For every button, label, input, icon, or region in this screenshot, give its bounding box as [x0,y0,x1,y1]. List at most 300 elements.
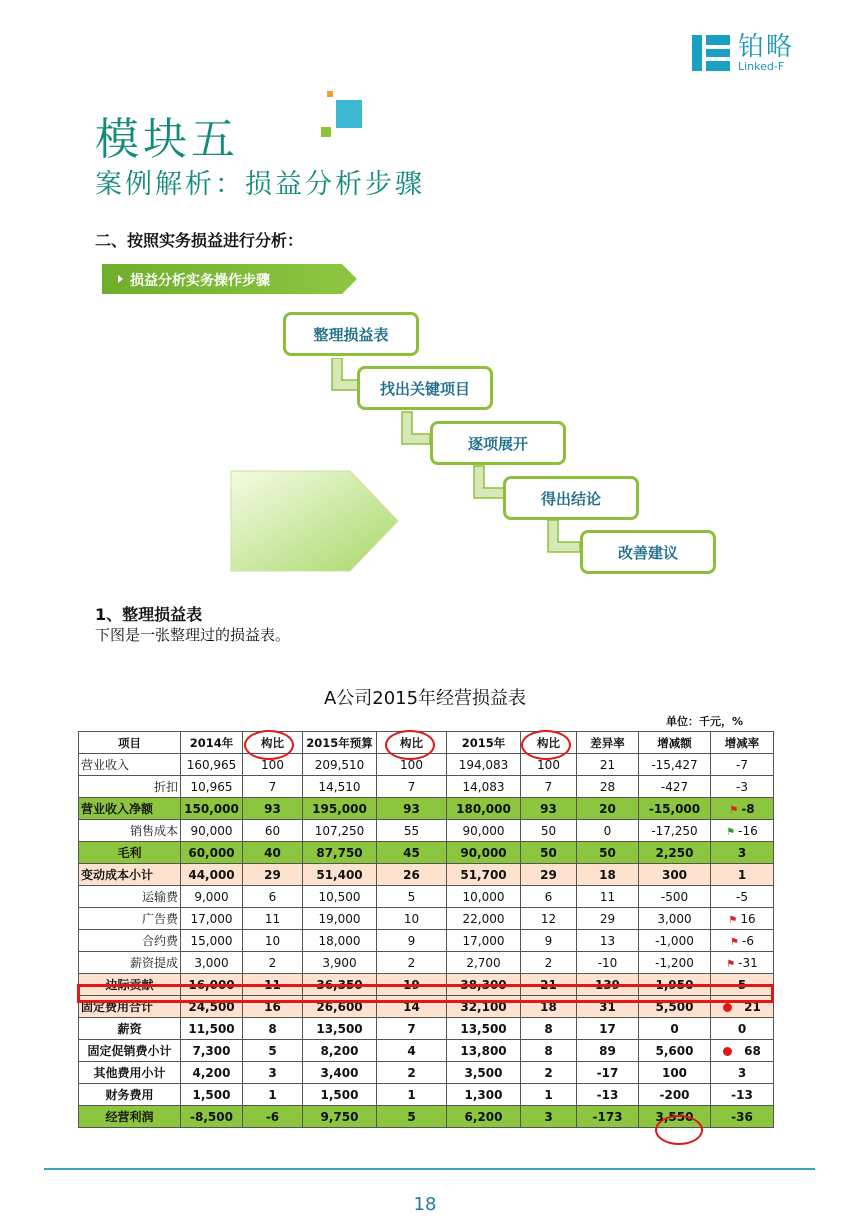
cell-value: 5 [268,1043,277,1058]
cell-value: 4 [407,1043,416,1058]
cell-value: 90,000 [190,823,233,838]
value-cell [521,864,577,886]
cell-value: 22,000 [462,911,505,926]
value-cell [577,820,639,842]
cell-value: 9,750 [320,1109,359,1124]
cell-value: 17,000 [462,933,505,948]
value-cell [577,1106,639,1128]
cell-value: 50 [540,845,557,860]
value-cell [181,1040,243,1062]
decor-square-blue [336,100,362,128]
cell-value: 150,000 [184,801,239,816]
header-cell: 2015年 [447,732,521,754]
cell-value: 93 [403,801,420,816]
cell-value: 2,250 [655,845,694,860]
header-cell: 2014年 [181,732,243,754]
cell-value: 9 [544,933,553,948]
value-cell [639,864,711,886]
highlight-row-box [77,984,774,1003]
row-label: 边际贡献 [105,978,154,992]
value-cell [577,776,639,798]
table-row [79,908,774,930]
value-cell [447,1018,521,1040]
cell-value: 15,000 [190,933,233,948]
cell-value: 21 [744,999,761,1014]
row-label: 薪资 [117,1022,142,1036]
cell-value: 194,083 [458,757,509,772]
value-cell [181,1084,243,1106]
value-cell [377,1106,447,1128]
cell-value: -427 [660,779,689,794]
section-heading: 二、按照实务损益进行分析： [95,231,304,250]
header-cell: 增减额 [639,732,711,754]
value-cell [377,952,447,974]
cell-value: 68 [744,1043,761,1058]
cell-value: 7,300 [192,1043,231,1058]
cell-value: 45 [403,845,420,860]
cell-value: 12 [540,911,557,926]
value-cell [243,930,303,952]
section-banner [102,264,357,294]
value-cell [303,1040,377,1062]
cell-value: 5 [407,889,416,904]
cell-value: -6 [742,933,754,948]
value-cell [639,776,711,798]
cell-value: 40 [264,845,281,860]
logo-mark-icon [692,33,732,73]
value-cell [377,1040,447,1062]
cell-value: 2 [407,955,416,970]
cell-value: 3 [737,1065,747,1080]
table-row [79,1062,774,1084]
value-cell [181,1018,243,1040]
cell-value: -8 [741,801,755,816]
cell-value: -3 [736,779,748,794]
cell-value: 87,750 [316,845,363,860]
cell-value: 14,083 [462,779,505,794]
row-label-cell [79,1040,181,1062]
value-cell [711,864,774,886]
value-cell [521,776,577,798]
row-label: 薪资提成 [129,956,178,970]
page-number: 18 [413,1194,437,1215]
value-cell [577,952,639,974]
value-cell [521,952,577,974]
row-label-cell [79,842,181,864]
cell-value: 16 [264,999,281,1014]
header-cell: 差异率 [577,732,639,754]
table-row [79,842,774,864]
cell-value: -10 [597,955,618,970]
cell-value: 107,250 [314,823,365,838]
cell-value: 10 [264,933,281,948]
table-row [79,864,774,886]
table-row [79,798,774,820]
flag-icon: ⚑ [730,936,739,948]
cell-value: -16 [738,823,758,838]
value-cell [243,1040,303,1062]
cell-value: 3,400 [320,1065,359,1080]
cell-value: 0 [737,1021,747,1036]
value-cell [377,1018,447,1040]
value-cell [577,754,639,776]
row-label: 运输费 [141,890,178,904]
cell-value: 32,100 [460,999,507,1014]
table-row [79,930,774,952]
cell-value: 93 [540,801,557,816]
logo-en-text: Linked-F [738,60,785,73]
row-label-cell [79,1084,181,1106]
value-cell [577,864,639,886]
value-cell [577,930,639,952]
value-cell [303,776,377,798]
value-cell [243,886,303,908]
cell-value: 7 [544,779,553,794]
value-cell [447,886,521,908]
cell-value: 1 [268,1087,277,1102]
cell-value: 3 [544,1109,553,1124]
value-cell [377,842,447,864]
cell-value: -17,250 [651,823,698,838]
cell-value: 50 [540,823,557,838]
cell-value: 5 [407,1109,416,1124]
value-cell [521,1062,577,1084]
cell-value: 3,000 [657,911,692,926]
cell-value: 0 [603,823,612,838]
value-cell [521,798,577,820]
cell-value: 3,550 [655,1109,694,1124]
value-cell [377,776,447,798]
value-cell [447,1106,521,1128]
value-cell [711,930,774,952]
row-label-cell [79,930,181,952]
row-label: 毛利 [117,846,142,860]
cell-value: 1,500 [320,1087,359,1102]
cell-value: 1,300 [464,1087,503,1102]
subsection-heading: 1、整理损益表 [95,605,203,624]
value-cell [639,1040,711,1062]
header-cell: 构比 [377,732,447,754]
value-cell [521,908,577,930]
cell-value: -36 [731,1109,753,1124]
cell-value: 51,400 [316,867,363,882]
row-label-cell [79,952,181,974]
cell-value: 100 [400,757,423,772]
value-cell [639,1084,711,1106]
value-cell [181,930,243,952]
cell-value: 16 [740,911,756,926]
value-cell [577,908,639,930]
value-cell [577,842,639,864]
value-cell [377,886,447,908]
cell-value: 5,600 [655,1043,694,1058]
cell-value: 9,000 [194,889,229,904]
row-label-cell [79,776,181,798]
cell-value: 10,500 [318,889,361,904]
cell-value: -1,000 [655,933,694,948]
value-cell [639,798,711,820]
cell-value: 8 [268,1021,277,1036]
value-cell [577,1084,639,1106]
cell-value: 2 [407,1065,416,1080]
table-title: A公司2015年经营损益表 [323,688,527,709]
value-cell [243,908,303,930]
cell-value: 209,510 [314,757,365,772]
value-cell [243,864,303,886]
row-label: 合约费 [141,934,178,948]
value-cell [447,842,521,864]
cell-value: 1 [407,1087,416,1102]
cell-value: 2 [544,955,553,970]
value-cell [711,908,774,930]
cell-value: -200 [659,1087,690,1102]
value-cell [711,776,774,798]
value-cell [639,1062,711,1084]
decor-square-green [321,127,331,137]
step-4: 得出结论 [503,476,639,520]
subsection-description: 下图是一张整理过的损益表。 [95,626,291,644]
value-cell [577,798,639,820]
value-cell [181,1106,243,1128]
cell-value: 28 [599,779,616,794]
cell-value: 21 [599,757,616,772]
row-label-cell [79,820,181,842]
value-cell [243,1018,303,1040]
value-cell [377,930,447,952]
value-cell [303,798,377,820]
row-label-cell [79,1106,181,1128]
flag-icon: ⚑ [729,804,739,816]
value-cell [303,820,377,842]
row-label: 营业收入 [81,758,130,772]
value-cell [711,952,774,974]
cell-value: 89 [599,1043,616,1058]
cell-value: 180,000 [456,801,511,816]
value-cell [243,1062,303,1084]
cell-value: 29 [599,911,616,926]
value-cell [447,798,521,820]
cell-value: 60,000 [188,845,235,860]
header-cell: 项目 [79,732,181,754]
flag-icon: ⚑ [726,826,736,838]
cell-value: 13 [599,933,616,948]
value-cell [521,842,577,864]
cell-value: 1 [544,1087,553,1102]
logo-cn-text: 铂略 [738,32,795,62]
highlight-circle [385,730,435,760]
row-label: 其他费用小计 [93,1066,166,1080]
value-cell [181,842,243,864]
value-cell [639,842,711,864]
row-label: 固定费用合计 [81,1000,154,1014]
value-cell [521,930,577,952]
cell-value: 11 [264,911,281,926]
cell-value: 18 [599,867,616,882]
value-cell [639,908,711,930]
cell-value: 10,965 [190,779,233,794]
cell-value: 8,200 [320,1043,359,1058]
value-cell [447,1040,521,1062]
cell-value: 5,500 [655,999,694,1014]
value-cell [181,754,243,776]
cell-value: -13 [731,1087,753,1102]
cell-value: 14,510 [318,779,361,794]
value-cell [447,1062,521,1084]
value-cell [521,1106,577,1128]
value-cell [711,1018,774,1040]
table-row [79,1018,774,1040]
row-label-cell [79,864,181,886]
value-cell [447,820,521,842]
value-cell [639,820,711,842]
cell-value: 10 [403,911,420,926]
value-cell [181,952,243,974]
value-cell [711,754,774,776]
cell-value: -15,000 [648,801,701,816]
cell-value: 7 [268,779,277,794]
module-subtitle: 案例解析：损益分析步骤 [95,169,425,200]
cell-value: 300 [661,867,688,882]
cell-value: 1,950 [655,977,694,992]
cell-value: 3 [268,1065,277,1080]
highlight-circle [521,730,571,760]
cell-value: 13,500 [460,1021,507,1036]
cell-value: 6 [544,889,553,904]
cell-value: 7 [407,1021,416,1036]
value-cell [447,754,521,776]
row-label-cell [79,1062,181,1084]
value-cell [577,1062,639,1084]
cell-value: 17,000 [190,911,233,926]
value-cell [447,908,521,930]
value-cell [181,886,243,908]
value-cell [303,908,377,930]
brand-logo [692,33,794,73]
step-1: 整理损益表 [283,312,419,356]
row-label: 变动成本小计 [81,868,154,882]
cell-value: 11,500 [188,1021,235,1036]
cell-value: 2 [268,955,277,970]
value-cell [711,798,774,820]
value-cell [639,952,711,974]
row-label-cell [79,908,181,930]
value-cell [447,1084,521,1106]
value-cell [521,886,577,908]
cell-value: 8 [544,1021,553,1036]
table-row [79,754,774,776]
cell-value: 18,000 [318,933,361,948]
value-cell [303,1018,377,1040]
cell-value: 36,350 [316,977,363,992]
row-label: 折扣 [153,780,178,794]
cell-value: 139 [594,977,621,992]
decor-square-orange [327,91,333,97]
cell-value: 5 [737,977,747,992]
cell-value: 55 [403,823,420,838]
value-cell [639,930,711,952]
cell-value: -17 [596,1065,619,1080]
value-cell [181,864,243,886]
cell-value: 17 [599,1021,616,1036]
value-cell [303,842,377,864]
value-cell [303,754,377,776]
cell-value: 195,000 [312,801,367,816]
cell-value: 3,500 [464,1065,503,1080]
value-cell [377,908,447,930]
cell-value: 19 [403,977,420,992]
value-cell [377,1084,447,1106]
value-cell [243,798,303,820]
row-label-cell [79,886,181,908]
cell-value: -13 [596,1087,619,1102]
cell-value: 3 [737,845,747,860]
value-cell [181,908,243,930]
cell-value: -6 [265,1109,280,1124]
cell-value: 19,000 [318,911,361,926]
value-cell [639,1018,711,1040]
status-dot-icon [723,1047,732,1056]
value-cell [181,1062,243,1084]
cell-value: 26,600 [316,999,363,1014]
value-cell [181,798,243,820]
value-cell [577,1018,639,1040]
value-cell [711,1106,774,1128]
cell-value: 20 [599,801,616,816]
highlight-circle [655,1115,703,1145]
row-label-cell [79,1018,181,1040]
step-5: 改善建议 [580,530,716,574]
header-cell: 构比 [243,732,303,754]
value-cell [521,1084,577,1106]
value-cell [181,776,243,798]
status-dot-icon [723,1003,732,1012]
value-cell [711,1084,774,1106]
income-statement-table [78,731,774,1128]
cell-value: 6 [268,889,277,904]
header-cell: 构比 [521,732,577,754]
cell-value: 13,500 [316,1021,363,1036]
cell-value: 9 [407,933,416,948]
value-cell [303,886,377,908]
cell-value: -500 [660,889,689,904]
value-cell [377,798,447,820]
row-label: 销售成本 [129,824,178,838]
flag-icon: ⚑ [726,958,736,970]
value-cell [447,864,521,886]
cell-value: 0 [670,1021,679,1036]
cell-value: 7 [407,779,416,794]
table-row [79,1040,774,1062]
row-label: 固定促销费小计 [87,1044,172,1058]
cell-value: 3,000 [194,955,229,970]
cell-value: 13,800 [460,1043,507,1058]
value-cell [521,1040,577,1062]
value-cell [521,820,577,842]
value-cell [577,886,639,908]
cell-value: 21 [540,977,557,992]
cell-value: 90,000 [462,823,505,838]
module-title: 模块五 [95,114,239,165]
cell-value: 11 [599,889,616,904]
cell-value: 29 [264,867,281,882]
value-cell [711,820,774,842]
cell-value: 51,700 [460,867,507,882]
cell-value: -173 [592,1109,623,1124]
table-row [79,886,774,908]
cell-value: 160,965 [186,757,237,772]
row-label: 财务费用 [105,1088,154,1102]
value-cell [377,864,447,886]
